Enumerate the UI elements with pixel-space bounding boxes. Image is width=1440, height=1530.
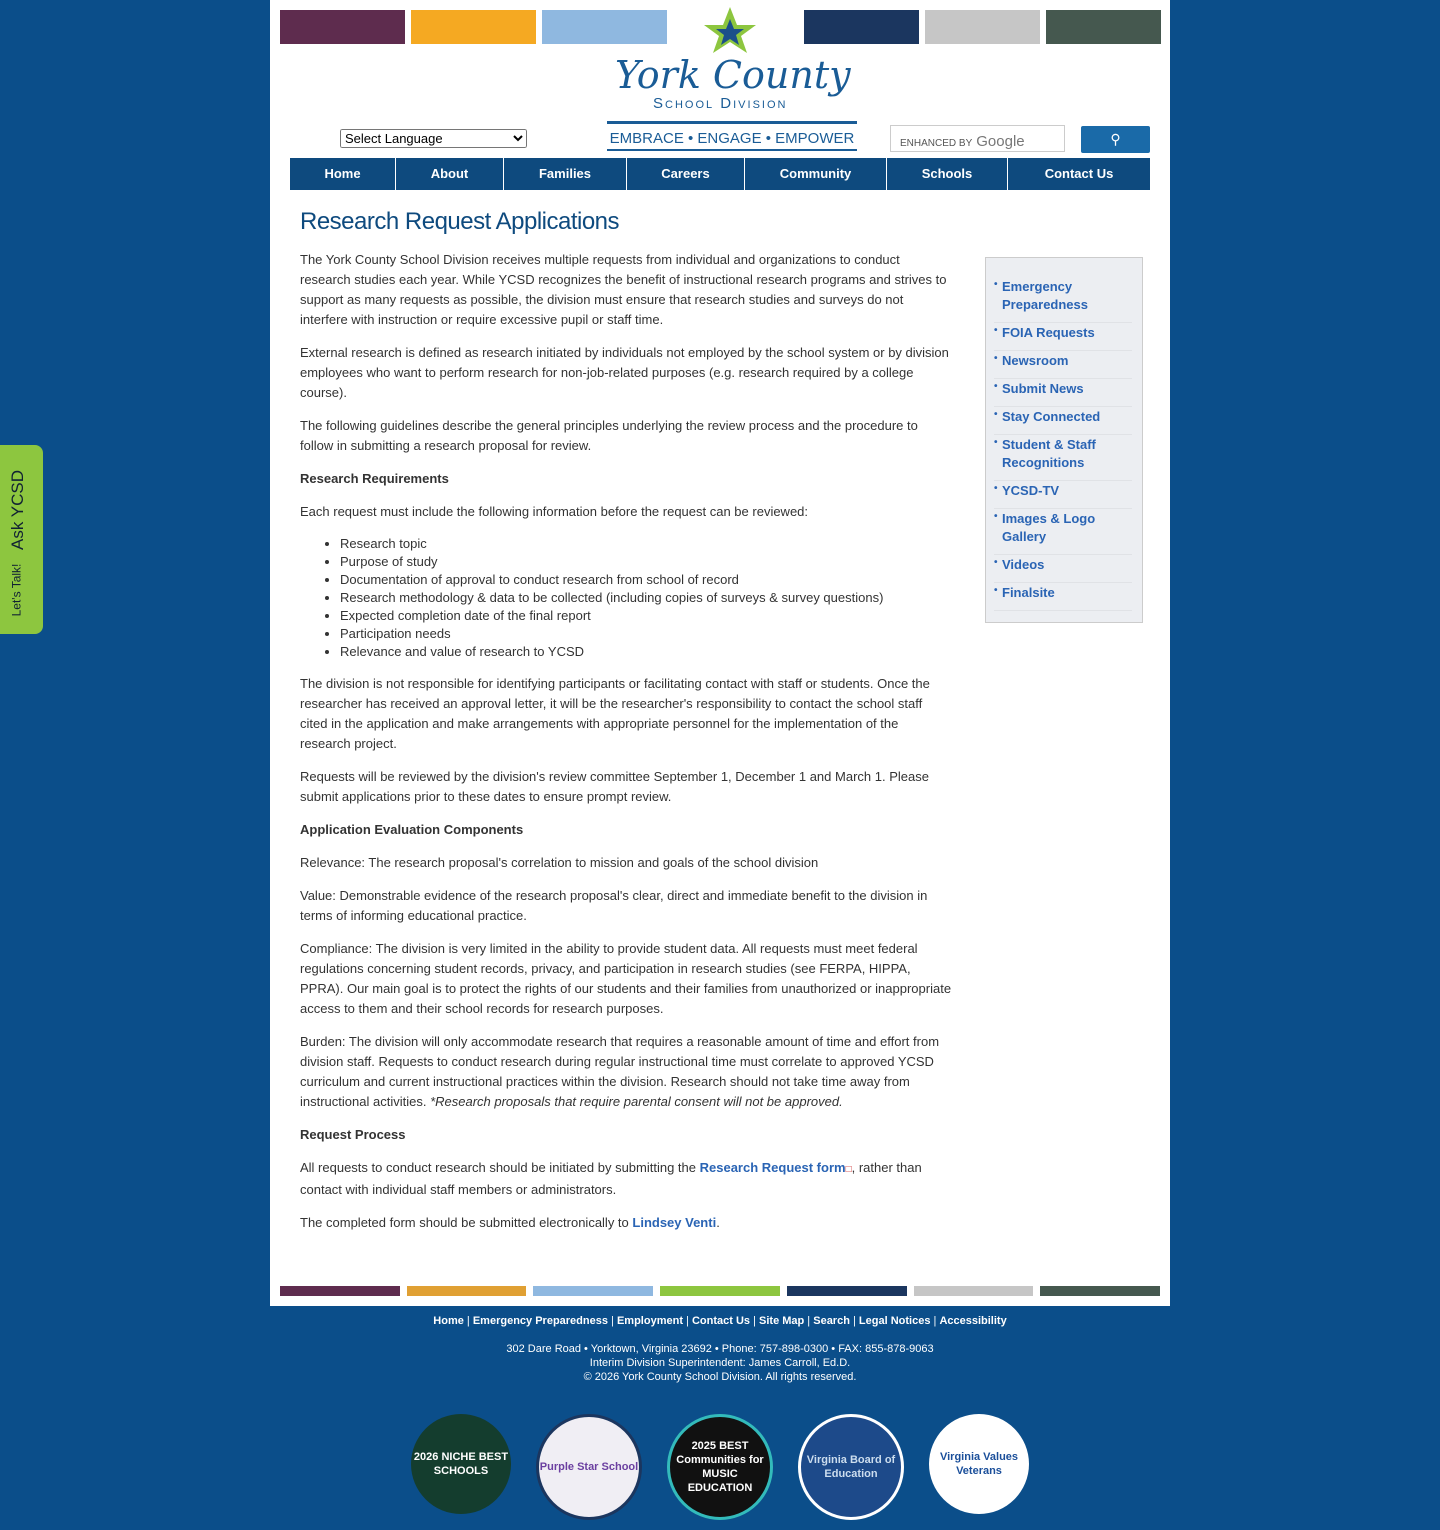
sidebar-item[interactable]: • YCSD-TV <box>994 482 1132 509</box>
music-education-badge[interactable]: 2025 BEST Communities for MUSIC EDUCATION <box>667 1414 773 1520</box>
search-button[interactable] <box>1081 126 1150 153</box>
header <box>270 0 1170 150</box>
requirements-list: • Research topic • Purpose of study • Documentation of approval to conduct research from school of record • Research methodology & data to be collected (including copies of surveys & survey questions) • Expected completion date of the final report • Participation needs • Relevance and value of research to YCSD <box>300 535 952 661</box>
board-of-education-badge[interactable]: Virginia Board of Education <box>798 1414 904 1520</box>
nav-community[interactable]: Community <box>745 158 887 190</box>
footer-link[interactable]: Legal Notices <box>858 1315 931 1327</box>
footer-link[interactable]: Employment <box>616 1315 683 1327</box>
footer-color-bars <box>270 1286 1170 1306</box>
nav-careers[interactable]: Careers <box>627 158 745 190</box>
purple-star-badge[interactable]: Purple Star School <box>536 1414 642 1520</box>
language-select[interactable] <box>340 129 527 148</box>
sidebar-item[interactable]: • Stay Connected <box>994 408 1132 435</box>
footer-link[interactable]: Contact Us <box>691 1315 751 1327</box>
nav-schools[interactable]: Schools <box>887 158 1008 190</box>
footer-links: Home | Emergency Preparedness | Employment | Contact Us | Site Map | Search | Legal Notices | Accessibility <box>433 1315 1007 1327</box>
footer-link[interactable]: Site Map <box>759 1315 805 1327</box>
sidebar-item[interactable]: • Newsroom <box>994 352 1132 379</box>
niche-badge[interactable]: 2026 NICHE BEST SCHOOLS <box>411 1414 511 1514</box>
sidebar-item[interactable]: • FOIA Requests <box>994 324 1132 351</box>
ask-ycsd-tab[interactable]: Ask YCSD Let's Talk! <box>0 445 43 634</box>
search-input[interactable]: ENHANCED BY Google <box>890 125 1065 152</box>
main-nav <box>290 158 1150 190</box>
sidebar-item[interactable]: • Submit News <box>994 380 1132 407</box>
nav-home[interactable]: Home <box>290 158 396 190</box>
research-request-form-link[interactable]: Research Request form <box>699 1160 846 1175</box>
star-icon <box>700 5 760 55</box>
sidebar-item[interactable]: • Student & Staff Recognitions <box>994 436 1132 481</box>
footer: Home | Emergency Preparedness | Employment | Contact Us | Site Map | Search | Legal Notices | Accessibility 302 Dare Road • Yorktown, Virginia 23692 • Phone: 757-898-0300 • FAX: 855-878-9063 Interim Division Superintendent: James Carroll, Ed.D. © 2026 York County School Division. All rights reserved. 2026 NICHE BEST SCHOOLS Purple Star School 2025 BEST Communities for MUSIC EDUCATION Virginia Board of Education Virginia Values Veterans <box>0 1306 1440 1530</box>
search-icon: ⚲ <box>1110 131 1121 147</box>
nav-families[interactable]: Families <box>504 158 627 190</box>
page-container <box>270 0 1170 1306</box>
color-bar <box>411 10 536 44</box>
sidebar-item[interactable]: • Videos <box>994 556 1132 583</box>
footer-link[interactable]: Accessibility <box>939 1315 1007 1327</box>
color-bar <box>1046 10 1161 44</box>
nav-contact[interactable]: Contact Us <box>1044 166 1114 181</box>
nav-about[interactable]: About <box>396 158 504 190</box>
award-badges <box>0 1414 1440 1520</box>
sidebar-item[interactable]: • Images & Logo Gallery <box>994 510 1132 555</box>
pdf-icon: □ <box>845 1164 852 1175</box>
logo[interactable]: York County School Division EMBRACE • ENGAGE • EMPOWER <box>605 5 865 150</box>
color-bar <box>925 10 1040 44</box>
footer-link[interactable]: Emergency Preparedness <box>472 1315 608 1327</box>
sidebar-item[interactable]: • Emergency Preparedness <box>994 278 1132 323</box>
footer-link[interactable]: Search <box>813 1315 850 1327</box>
sidebar <box>985 257 1143 623</box>
v3-badge[interactable]: Virginia Values Veterans <box>929 1414 1029 1514</box>
color-bar <box>280 10 405 44</box>
page-title: Research Request Applications <box>300 208 620 235</box>
lindsey-venti-link[interactable]: Lindsey Venti <box>632 1215 717 1230</box>
sidebar-item[interactable]: • Finalsite <box>994 584 1132 611</box>
footer-link[interactable]: Home <box>433 1315 464 1327</box>
main-content: Research Request Applications The York County School Division receives multiple requests from individual and organizations to conduct research studies each year. While YCSD recognizes the benefit of instructional research programs and strives to support as many requests as possible, the division must ensure that research studies and surveys do not interfere with instruction or require excessive pupil or staff time. External research is defined as research initiated by individuals not employed by the school system or by division employees who want to perform research for non-job-related purposes (e.g. research required by a college course). The following guidelines describe the general principles underlying the review process and the procedure to follow in submitting a research proposal for review. Research Requirements Each request must include the following information before the request can be reviewed: • Research topic • Purpose of study • Documentation of approval to conduct research from school of record • Research methodology & data to be collected (including copies of surveys & survey questions) • Expected completion date of the final report • Participation needs • Relevance and value of research to YCSD The division is not responsible for identifying participants or facilitating contact with staff or students. Once the researcher has received an approval letter, it will be the researcher's responsibility to contact the school staff cited in the application and make arrangements with appropriate personnel for the implementation of the research project. Requests will be reviewed by the division's review committee September 1, December 1 and March 1. Please submit applications prior to these dates to ensure prompt review. Application Evaluation Components Relevance: The research proposal's correlation to mission and goals of the school division Value: Demonstrable evidence of the research proposal's clear, direct and immediate benefit to the division in terms of informing educational practice. Compliance: The division is very limited in the ability to provide student data. All requests must meet federal regulations concerning student records, privacy, and participation in research studies (see FERPA, HIPPA, PPRA). Our main goal is to protect the rights of our students and their families from unauthorized or inappropriate access to them and their school records for research purposes. Burden: The division will only accommodate research that requires a reasonable amount of time and effort from division staff. Requests to conduct research during regular instructional time must correlate to approved YCSD curriculum and current instructional practices within the division. Research should not take time away from instructional activities. *Research proposals that require parental consent will not be approved. Request Process All requests to conduct research should be initiated by submitting the Research Request form□, rather than contact with individual staff members or administrators. The completed form should be submitted electronically to Lindsey Venti. <box>300 212 952 1246</box>
